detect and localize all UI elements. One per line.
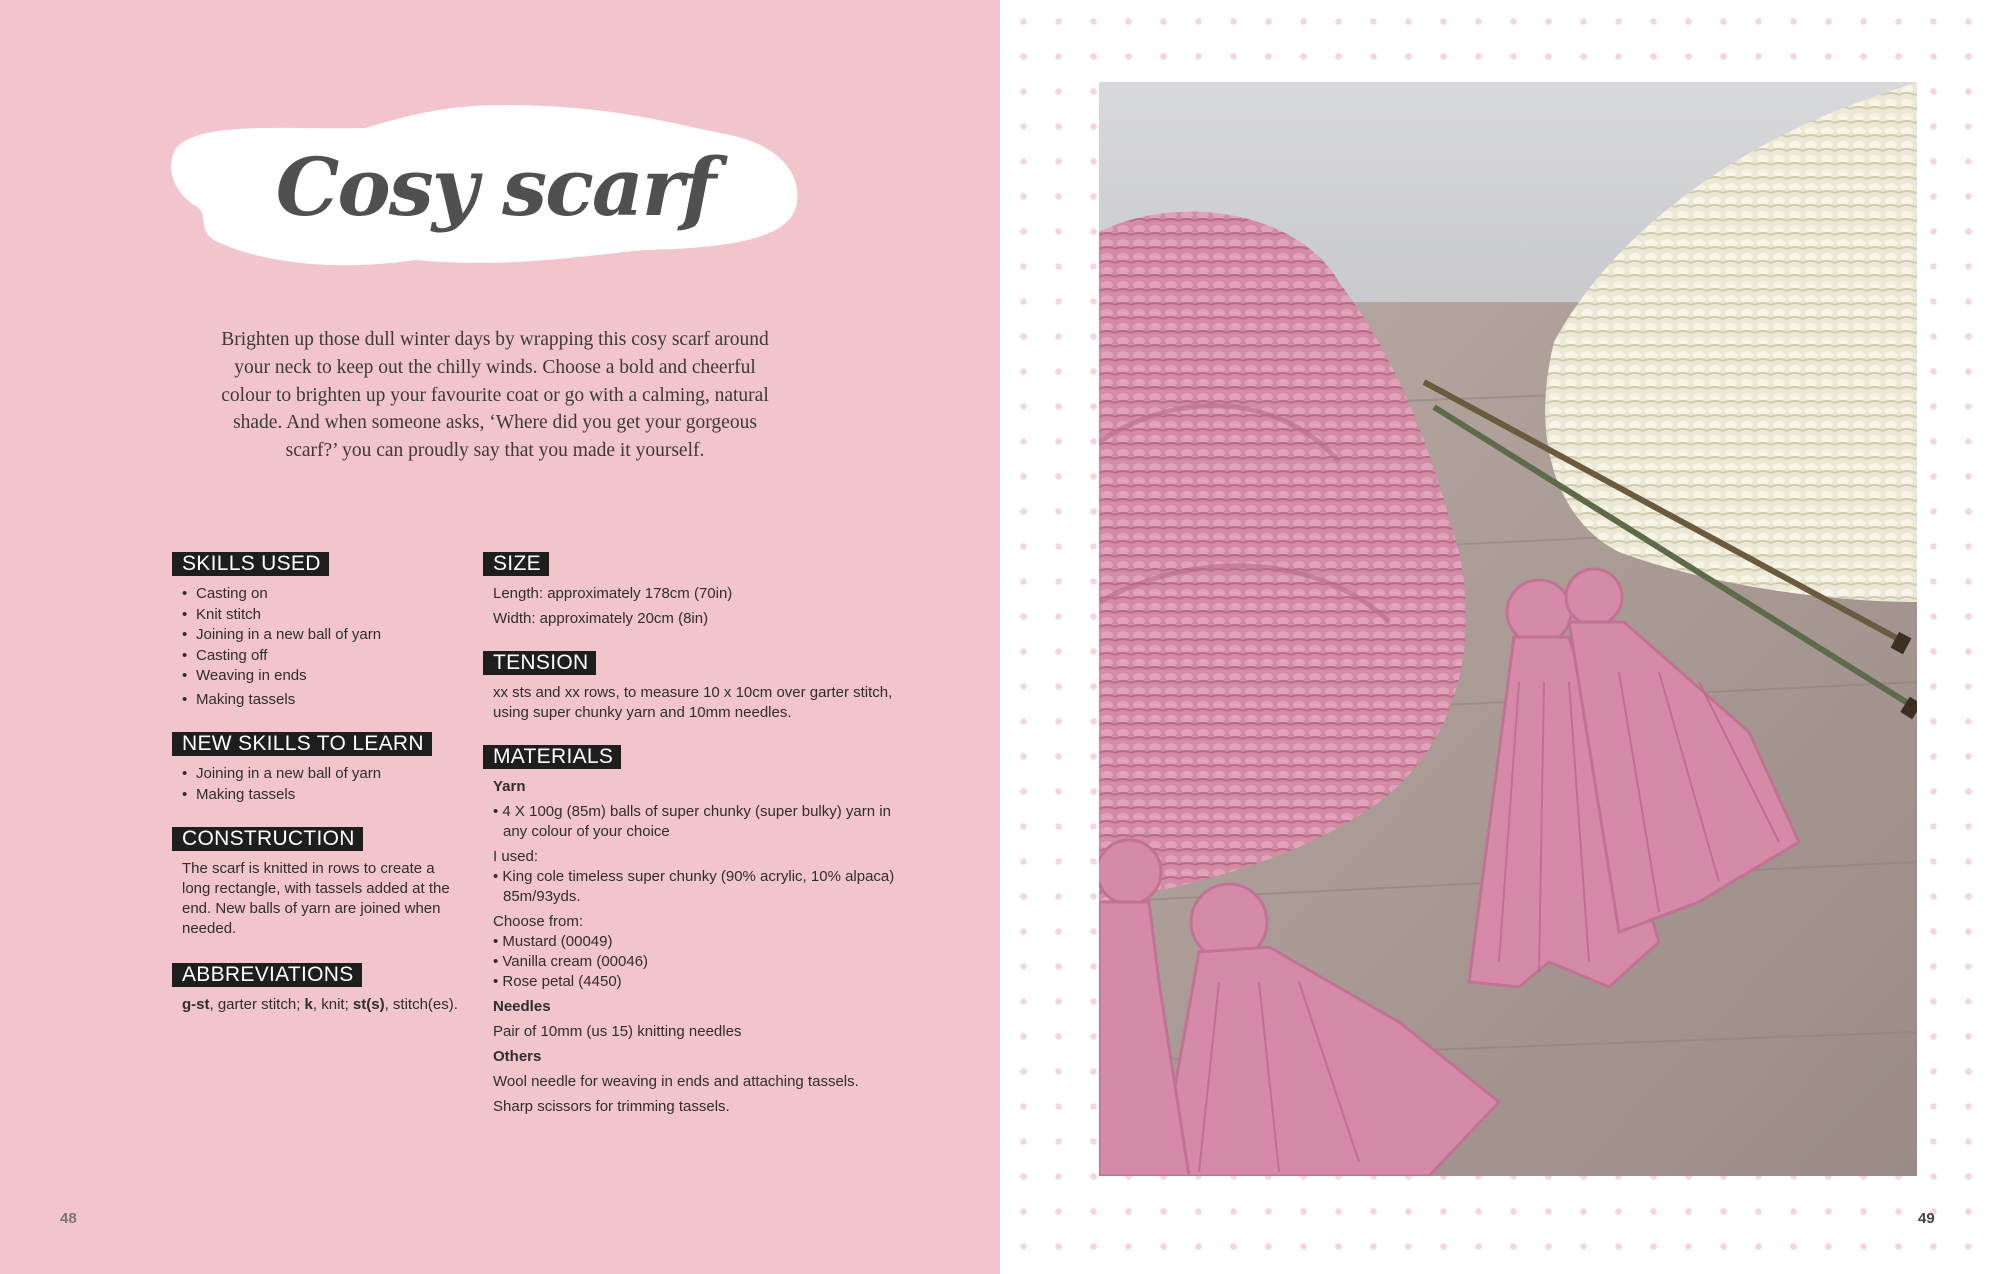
tension-section: [483, 651, 913, 723]
used-label: I used:: [493, 848, 539, 865]
tension-text: xx sts and xx rows, to measure 10 x 10cm over garter stitch, using super chunky yarn and 10mm needles.: [493, 684, 893, 721]
right-column: [483, 552, 913, 1117]
needles-label: Needles: [493, 998, 551, 1015]
tension-heading: TENSION: [483, 651, 596, 675]
construction-text: The scarf is knitted in rows to create a long rectangle, with tassels added at the end. New balls of yarn are joined when needed.: [182, 859, 450, 937]
list-item: • Making tassels: [182, 690, 462, 710]
size-section: [483, 552, 913, 629]
others-label: Others: [493, 1048, 542, 1065]
intro-paragraph: Brighten up those dull winter days by wrapping this cosy scarf around your neck to keep out the chilly winds. Choose a bold and cheerful colour to brighten up your favourite coat or go with a calming, natural shade. And when someone asks, ‘Where did you get your gorgeous scarf?’ you can proudly say that you made it yourself.: [221, 329, 769, 462]
others-text: Wool needle for weaving in ends and attaching tassels.: [493, 1073, 859, 1090]
abbr-def: , knit;: [312, 995, 353, 1013]
yarn-label: Yarn: [493, 778, 526, 795]
size-width: Width: approximately 20cm (8in): [493, 610, 709, 627]
new-skills-section: [172, 732, 462, 805]
needles-text: Pair of 10mm (us 15) knitting needles: [493, 1023, 742, 1040]
choose-item: • Vanilla cream (00046): [493, 953, 649, 970]
list-item: • Knit stitch: [182, 605, 462, 625]
choose-label: Choose from:: [493, 913, 584, 930]
size-length: Length: approximately 178cm (70in): [493, 585, 733, 602]
page-number-left: 48: [60, 1210, 77, 1227]
construction-section: [172, 827, 462, 939]
list-item: • Weaving in ends: [182, 666, 462, 686]
new-skills-list: [172, 764, 462, 805]
scarf-photo: [1099, 82, 1917, 1176]
materials-heading: MATERIALS: [483, 745, 621, 769]
list-item: • Casting on: [182, 584, 462, 604]
construction-heading: CONSTRUCTION: [172, 827, 363, 851]
abbr-term: k: [304, 995, 313, 1013]
abbreviations-section: [172, 963, 462, 1015]
list-item: • Making tassels: [182, 785, 462, 805]
size-heading: SIZE: [483, 552, 549, 576]
page-title: Cosy scarf: [275, 140, 715, 234]
abbr-def: , garter stitch;: [209, 995, 305, 1013]
list-item: • Joining in a new ball of yarn: [182, 625, 462, 645]
abbr-def: , stitch(es).: [384, 995, 458, 1013]
choose-item: • Rose petal (4450): [493, 973, 622, 990]
materials-section: [483, 745, 913, 1117]
used-item: • King cole timeless super chunky (90% acrylic, 10% alpaca) 85m/93yds.: [493, 868, 895, 905]
new-skills-heading: NEW SKILLS TO LEARN: [172, 732, 432, 756]
skills-used-heading: SKILLS USED: [172, 552, 329, 576]
abbreviations-heading: ABBREVIATIONS: [172, 963, 362, 987]
page-number-right: 49: [1918, 1210, 1935, 1227]
list-item: • Casting off: [182, 646, 462, 666]
others-text: Sharp scissors for trimming tassels.: [493, 1098, 730, 1115]
skills-used-section: [172, 552, 462, 710]
yarn-item: • 4 X 100g (85m) balls of super chunky (super bulky) yarn in any colour of your choice: [493, 803, 891, 840]
skills-used-list: [172, 584, 462, 710]
list-item: • Joining in a new ball of yarn: [182, 764, 462, 784]
abbr-term: g-st: [182, 995, 210, 1013]
left-column: [172, 552, 462, 1015]
abbreviations-text: [182, 995, 462, 1015]
abbr-term: st(s): [352, 995, 385, 1013]
choose-item: • Mustard (00049): [493, 933, 613, 950]
